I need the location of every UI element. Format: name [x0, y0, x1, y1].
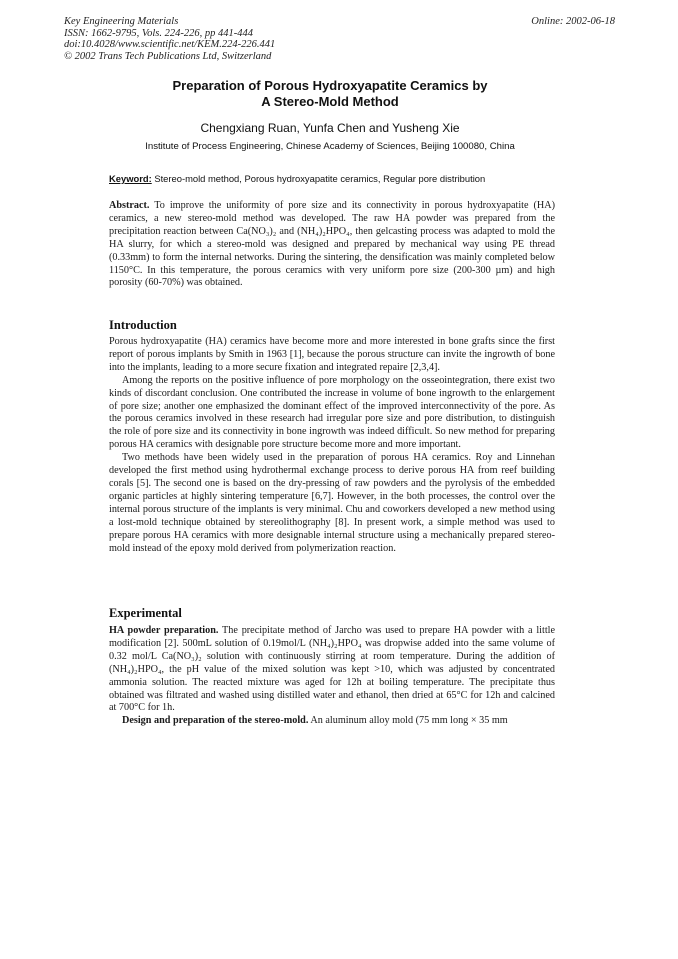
keyword-text: Stereo-mold method, Porous hydroxyapatite ceramics, Regular pore distribution [151, 173, 486, 184]
experimental-heading: Experimental [109, 606, 182, 620]
exp-subheading-2: Design and preparation of the stereo-mold. [122, 715, 309, 727]
title-line-1: Preparation of Porous Hydroxyapatite Ceramics by [172, 78, 488, 93]
exp-paragraph-2-text: An aluminum alloy mold (75 mm long × 35 mm [308, 715, 508, 727]
abstract-text: To improve the uniformity of pore size and its connectivity in porous hydroxyapatite (HA) ceramics, a new stereo-mold method was developed. The raw HA powder was prepared from the precipitation reaction between Ca(NO₃)₂ and (NH₄)₂HPO₄, then gelcasting process was adapted to mold the HA slurry, for which a stereo-mold was designed and prepared by mechanical way using PE thread (0.33mm) to form the internal networks. During the sintering, the densification was mainly completed below 1150°C. In this temperature, the porous ceramics with very uniform pore size (200-300 µm) and high porosity (60-70%) was obtained. [109, 200, 555, 289]
introduction-body [109, 336, 555, 555]
keyword-label: Keyword: [109, 173, 152, 184]
doi-line: doi:10.4028/www.scientific.net/KEM.224-226.441 [64, 39, 276, 50]
affiliation: Institute of Process Engineering, Chinese Academy of Sciences, Beijing 100080, China [145, 141, 515, 152]
journal-name: Key Engineering Materials [64, 16, 179, 27]
paper-title [80, 78, 580, 109]
issn-line: ISSN: 1662-9795, Vols. 224-226, pp 441-444 [64, 27, 253, 39]
intro-paragraph-2: Among the reports on the positive influence of pore morphology on the osseointegration, there exist two kinds of discordant conclusion. One contributed the increase in volume of bone ingrowth to the enlargement of pore size; another one emphasized the dominant effect of the improved interconnectivity of the pore. As the porous ceramics involved in these research had irregular pore size and pore distribution, to distinguish the role of pore size and its connectivity in bone ingrowth was indeed difficult. So new method for preparing porous HA ceramics with designable pore structure become more and more important. [109, 374, 555, 451]
title-line-2: A Stereo-Mold Method [261, 93, 399, 109]
keywords [109, 173, 569, 184]
experimental-body [109, 625, 555, 728]
exp-subheading-1: HA powder preparation. [109, 625, 219, 636]
exp-paragraph-1-text: The precipitate method of Jarcho was used to prepare HA powder with a little modification [2]. 500mL solution of 0.19mol/L (NH₄)₂HPO₄ was dropwise added into the same volume of 0.32 mol/L Ca(NO₃)₂ solution with continuously stirring at room temperature. During the addition of (NH₄)₂HPO₄, the pH value of the mixed solution was kept >10, which was adjusted by concentrated ammonia solution. The reacted mixture was aged for 12h at boiling temperature. The precipitate thus obtained was filtrated and washed using distilled water and ethanol, then dried at 65°C for 12h and calcined at 700°C for 1h. [109, 625, 556, 714]
introduction-heading: Introduction [109, 318, 177, 332]
intro-paragraph-1: Porous hydroxyapatite (HA) ceramics have become more and more interested in bone grafts since the first report of porous implants by Smith in 1963 [1], because the porous structure can invite the ingrowth of bone into the implants, leading to a more secure fixation and integrated repaire [2,3,4]. [109, 336, 555, 373]
abstract-label: Abstract. [109, 200, 150, 211]
online-date: Online: 2002-06-18 [531, 16, 615, 27]
abstract [109, 200, 555, 290]
intro-paragraph-3: Two methods have been widely used in the preparation of porous HA ceramics. Roy and Linnehan developed the first method using hydrothermal exchange process to derive porous HA from reef building corals [5]. The second one is based on the dry-pressing of raw powders and the pyrolysis of the embedded organic particles at highly sintering temperature [6,7]. However, in the both processes, the control over the internal porous structure of the implants is very minimal. Chu and coworkers developed a new method using a lost-mold technique obtained by stereolithography [8]. In present work, a simple method was used to prepare porous HA ceramics with more designable internal structure using a mechanically prepared stereo-mold instead of the epoxy mold derived from polymerization reaction. [109, 452, 555, 554]
journal-header [64, 16, 275, 62]
author-list: Chengxiang Ruan, Yunfa Chen and Yusheng Xie [200, 121, 460, 135]
exp-paragraph-1 [109, 625, 555, 715]
copyright-line: © 2002 Trans Tech Publications Ltd, Switzerland [64, 50, 272, 62]
exp-paragraph-2 [109, 715, 555, 728]
